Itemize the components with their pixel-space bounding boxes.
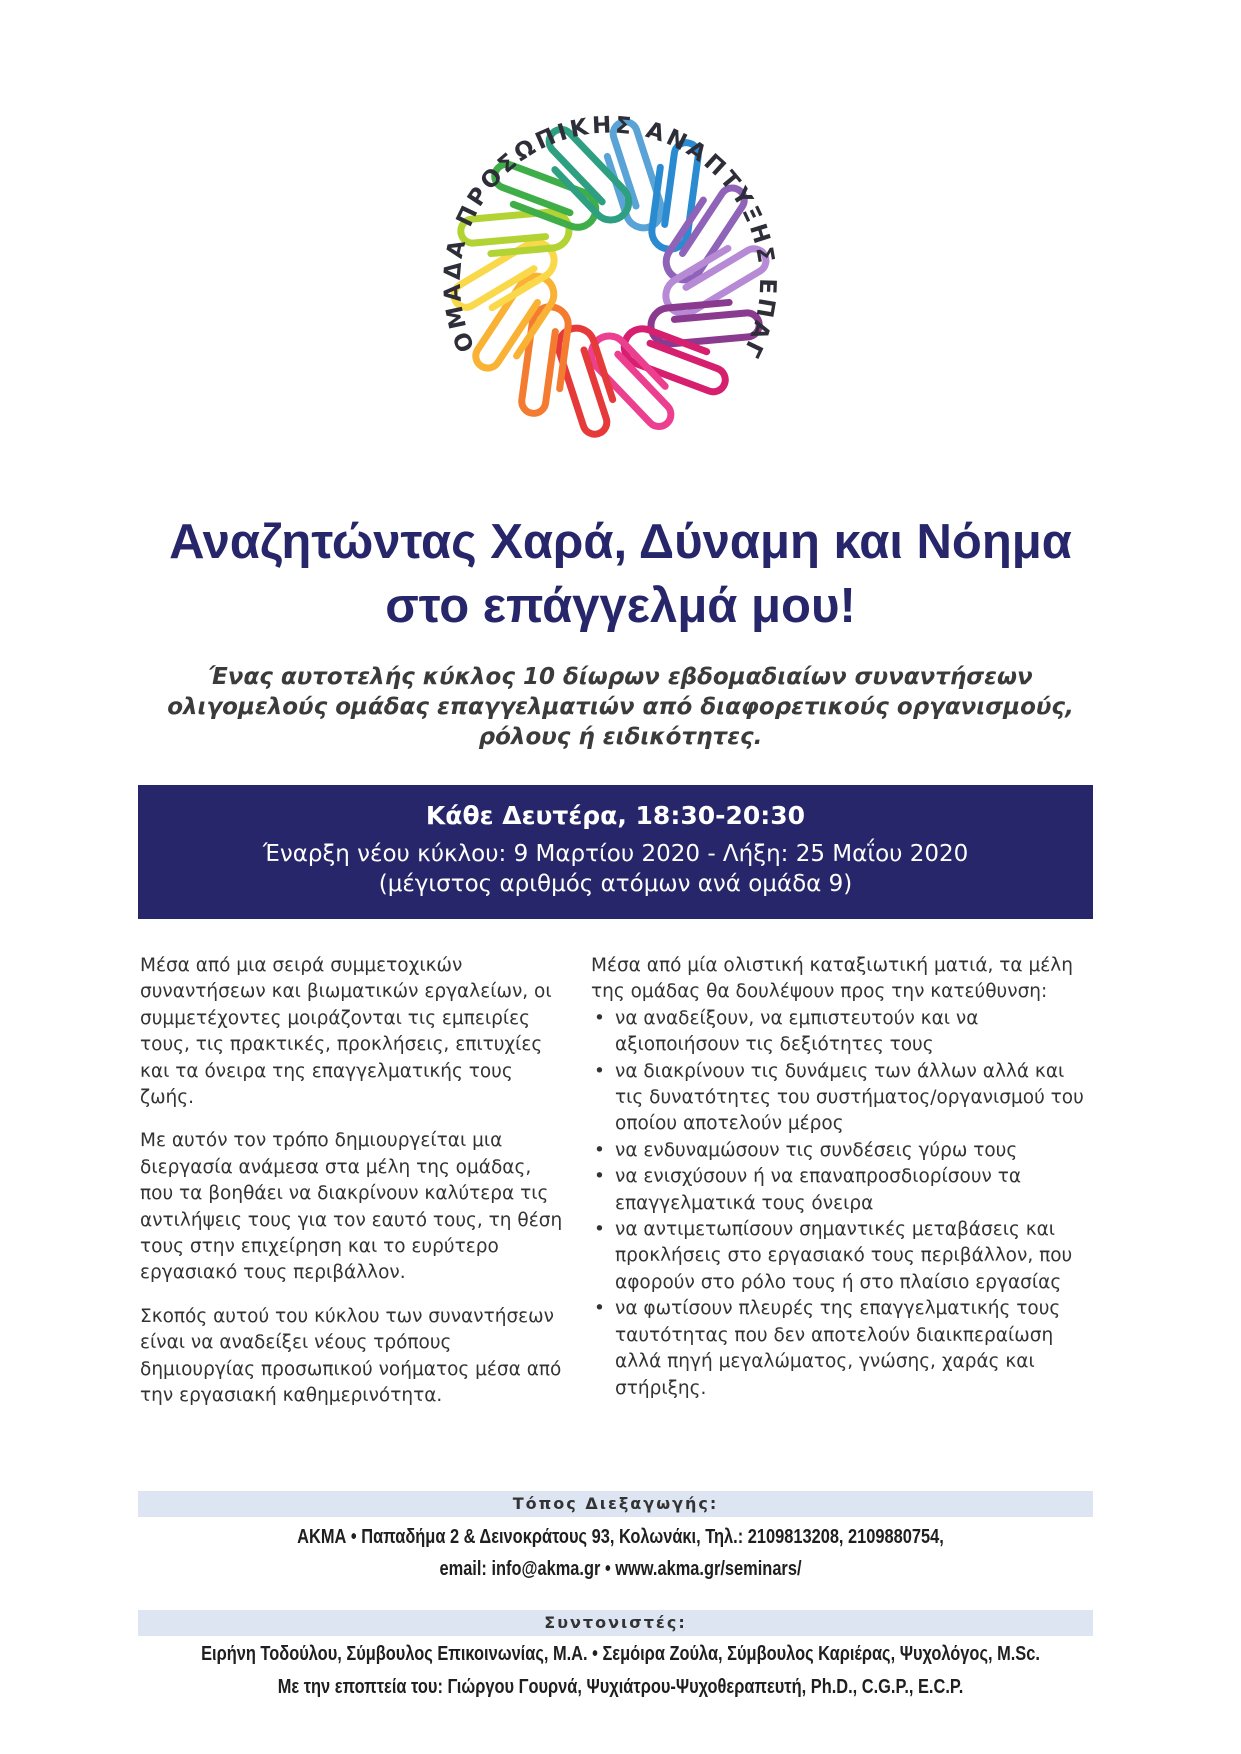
venue-address: ΑΚΜΑ • Παπαδήμα 2 & Δεινοκράτους 93, Κολωνάκι, Τηλ.: 2109813208, 2109880754, — [297, 1526, 944, 1548]
schedule-capacity: (μέγιστος αριθμός ατόμων ανά ομάδα 9) — [378, 871, 853, 897]
list-item: • να αναδείξουν, να εμπιστευτούν και να αξιοποιήσουν τις δεξιότητες τους — [591, 1006, 1094, 1059]
goals-list — [591, 1006, 1094, 1402]
coordinators-supervision: Με την εποπτεία του: Γιώργου Γουρνά, Ψυχιάτρου-Ψυχοθεραπευτή, Ph.D., C.G.P., E.C.P. — [277, 1676, 964, 1698]
right-column — [591, 953, 1094, 1402]
list-item: • να διακρίνουν τις δυνάμεις των άλλων αλλά και τις δυνατότητες του συστήματος/οργανισμού του οποίου αποτελούν μέρος — [591, 1059, 1094, 1138]
intro-line-2: ολιγομελούς ομάδας επαγγελματιών από διαφορετικούς οργανισμούς, — [167, 694, 1074, 720]
left-column — [140, 953, 570, 1427]
logo — [420, 78, 800, 458]
coordinators-heading: Συντονιστές: — [138, 1610, 1093, 1636]
list-item: • να ενισχύσουν ή να επαναπροσδιορίσουν τα επαγγελματικά τους όνειρα — [591, 1164, 1094, 1217]
headline-line-1: Αναζητώντας Χαρά, Δύναμη και Νόημα — [169, 515, 1072, 569]
logo-arc-text: ΟΜΑΔΑ ΠΡΟΣΩΠΙΚΗΣ ΑΝΑΠΤΥΞΗΣ ΕΠΑΓ — [439, 112, 781, 364]
left-paragraph-2: Με αυτόν τον τρόπο δημιουργείται μια διεργασία ανάμεσα στα μέλη της ομάδας, που τα βοηθάει να διακρίνουν καλύτερα τις αντιλήψεις τους για τον εαυτό τους, τη θέση τους στην επιχείρηση και το ευρύτερο εργασιακό τους περιβάλλον. — [140, 1130, 563, 1284]
schedule-dates: Έναρξη νέου κύκλου: 9 Μαρτίου 2020 - Λήξη: 25 Μαΐου 2020 — [262, 841, 969, 867]
intro-text — [120, 662, 1121, 752]
list-item: • να φωτίσουν πλευρές της επαγγελματικής τους ταυτότητας που δεν αποτελούν διαικπεραίωση αλλά πηγή μεγαλώματος, γνώσης, χαράς και στήριξης. — [591, 1296, 1094, 1402]
paperclip-icon — [471, 269, 561, 379]
schedule-time: Κάθε Δευτέρα, 18:30-20:30 — [425, 801, 806, 830]
venue-heading: Τόπος Διεξαγωγής: — [138, 1491, 1093, 1517]
venue-contact[interactable]: email: info@akma.gr • www.akma.gr/seminars/ — [439, 1558, 802, 1580]
schedule-banner — [138, 785, 1093, 919]
headline-line-2: στο επάγγελμά μου! — [385, 579, 856, 633]
list-item: • να ενδυναμώσουν τις συνδέσεις γύρω τους — [591, 1138, 1094, 1164]
intro-line-3: ρόλους ή ειδικότητες. — [478, 724, 763, 750]
right-intro: Μέσα από μία ολιστική καταξιωτική ματιά, τα μέλη της ομάδας θα δουλέψουν προς την κατεύθυνση: — [591, 955, 1073, 1003]
left-paragraph-1: Μέσα από μια σειρά συμμετοχικών συναντήσεων και βιωματικών εργαλείων, οι συμμετέχοντες μοιράζονται τις εμπειρίες τους, τις πρακτικές, προκλήσεις, επιτυχίες και τα όνειρα της επαγγελματικής τους ζωής. — [140, 955, 552, 1109]
coordinators-names: Ειρήνη Τοδούλου, Σύμβουλος Επικοινωνίας, M.A. • Σεμόιρα Ζούλα, Σύμβουλος Καριέρας, Ψυχολόγος, M.Sc. — [201, 1643, 1040, 1665]
logo-graphic — [420, 78, 800, 458]
intro-line-1: Ένας αυτοτελής κύκλος 10 δίωρων εβδομαδιαίων συναντήσεων — [208, 664, 1033, 690]
left-paragraph-3: Σκοπός αυτού του κύκλου των συναντήσεων είναι να αναδείξει νέους τρόπους δημιουργίας προσωπικού νοήματος μέσα από την εργασιακή καθημερινότητα. — [140, 1305, 562, 1407]
list-item: • να αντιμετωπίσουν σημαντικές μεταβάσεις και προκλήσεις στο εργασιακό τους περιβάλλον, που αφορούν στο ρόλο τους ή στο πλαίσιο εργασίας — [591, 1217, 1094, 1296]
